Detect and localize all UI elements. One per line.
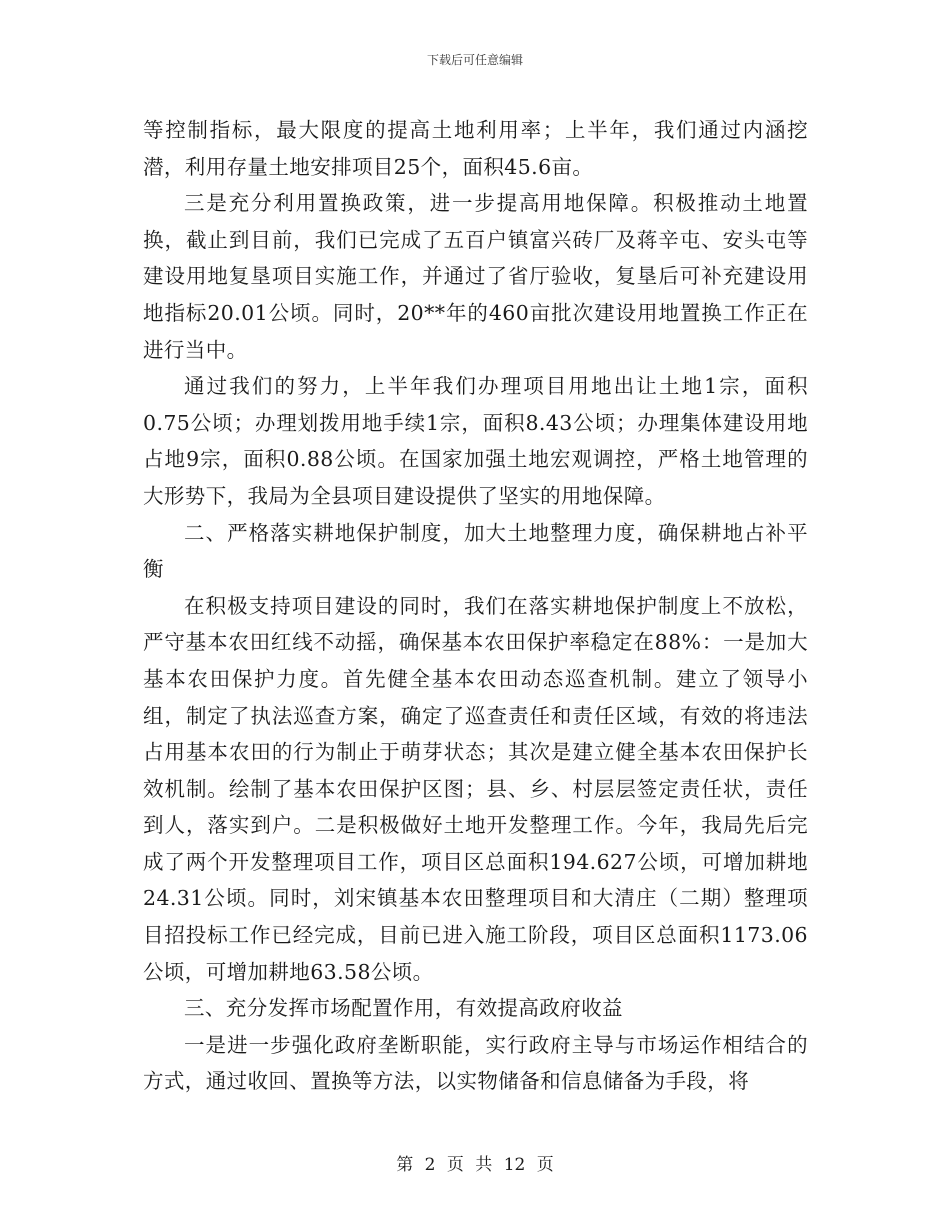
body-paragraph-4: 在积极支持项目建设的同时，我们在落实耕地保护制度上不放松，严守基本农田红线不动摇，确保基本农田保护率稳定在88%：一是加大基本农田保护力度。首先健全基本农田动态巡查机制。建立了领导小组，制定了执法巡查方案，确定了巡查责任和责任区域，有效的将违法占用基本农田的行为制止于萌芽状态；其次是建立健全基本农田保护长效机制。绘制了基本农田保护区图；县、乡、村层层签定责任状，责任到人，落实到户。二是积极做好土地开发整理工作。今年，我局先后完成了两个开发整理项目工作，项目区总面积194.627公顷，可增加耕地24.31公顷。同时，刘宋镇基本农田整理项目和大清庄（二期）整理项目招投标工作已经完成，目前已进入施工阶段，项目区总面积1173.06公顷，可增加耕地63.58公顷。 bbox=[143, 593, 808, 984]
body-paragraph-2: 三是充分利用置换政策，进一步提高用地保障。积极推动土地置换，截止到目前，我们已完成了五百户镇富兴砖厂及蒋辛屯、安头屯等建设用地复垦项目实施工作，并通过了省厅验收，复垦后可补充建设用地指标20.01公顷。同时，20**年的460亩批次建设用地置换工作正在进行当中。 bbox=[143, 191, 808, 362]
body-paragraph-1: 等控制指标，最大限度的提高土地利用率；上半年，我们通过内涵挖潜，利用存量土地安排项目25个，面积45.6亩。 bbox=[143, 118, 808, 179]
section-heading-2: 二、严格落实耕地保护制度，加大土地整理力度，确保耕地占补平衡 bbox=[143, 520, 808, 582]
page-number-footer: 第 2 页 共 12 页 bbox=[396, 1155, 554, 1175]
body-paragraph-3: 通过我们的努力，上半年我们办理项目用地出让土地1宗，面积0.75公顷；办理划拨用地手续1宗，面积8.43公顷；办理集体建设用地占地9宗，面积0.88公顷。在国家加强土地宏观调控，严格土地管理的大形势下，我局为全县项目建设提供了坚实的用地保障。 bbox=[143, 374, 808, 508]
page-header-note: 下载后可任意编辑 bbox=[426, 53, 523, 67]
section-heading-3: 三、充分发挥市场配置作用，有效提高政府收益 bbox=[184, 996, 623, 1021]
document-body bbox=[143, 112, 808, 1100]
body-paragraph-5: 一是进一步强化政府垄断职能，实行政府主导与市场运作相结合的方式，通过收回、置换等方法，以实物储备和信息储备为手段，将 bbox=[143, 1032, 808, 1094]
